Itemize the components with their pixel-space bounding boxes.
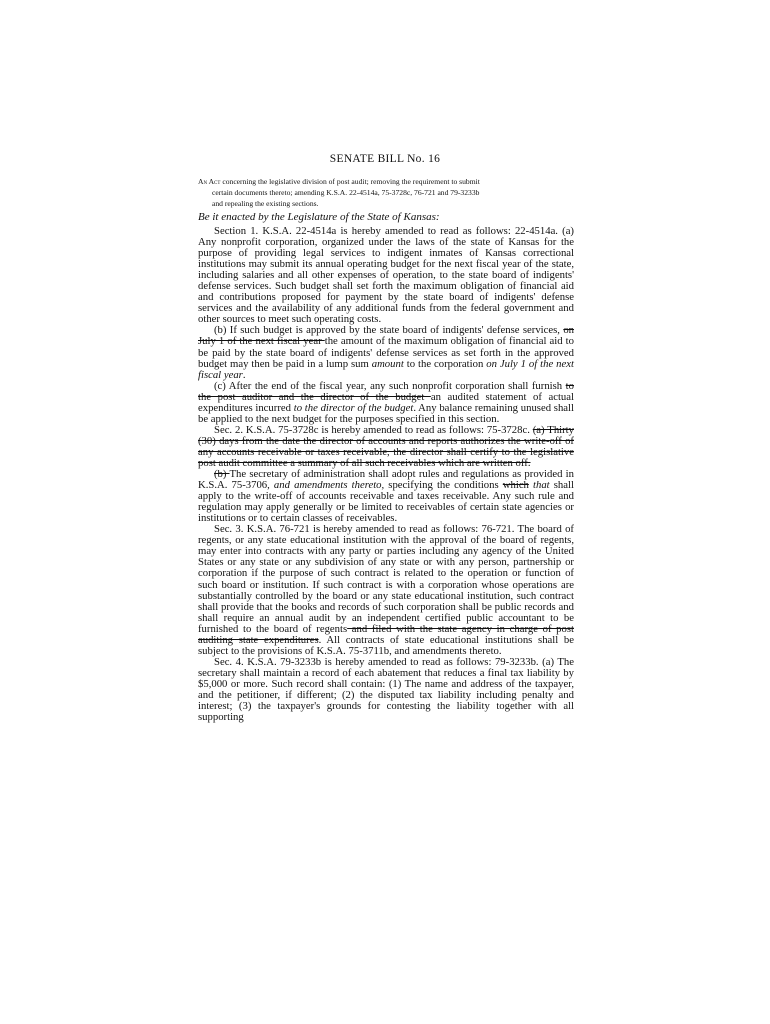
inserted-text: that [528,479,550,492]
sec1-b-start: (b) If such budget is approved by the state board of indigents' defense services, [214,324,564,337]
sec1-b-mid2: to the corporation [403,357,487,370]
struck-text: (a) Thirty (30) days from the date the director of accounts and reports authorizes the write-off of any accounts receivable or taxes receivable, the director shall certify to the legislative post audit committee a summary of all such receivables which are written off. [198,423,574,469]
act-title-line-1 [198,176,576,187]
section-4-paragraph: Sec. 4. K.S.A. 79-3233b is hereby amended to read as follows: 79-3233b. (a) The secretary shall maintain a record of each abatement that reduces a final tax liability by $5,000 or more. Such record shall contain: (1) The name and address of the taxpayer, and the petitioner, if different; (2) the disputed tax liability including penalty and interest; (3) the taxpayer's grounds for contesting the liability together with all supporting [198,655,574,724]
enacting-clause: Be it enacted by the Legislature of the State of Kansas: [198,211,440,223]
struck-text: and filed with the state agency in charge of post auditing state expenditures [198,622,574,646]
inserted-text: on July 1 of the next fiscal year [198,357,574,381]
struck-text: on July 1 of the next fiscal year [198,324,574,348]
sec3-text1: Sec. 3. K.S.A. 76-721 is hereby amended to read as follows: 76-721. The board of regents, or any state educational institution with the approval of the board of regents, may enter into contracts with any party or parties including any agency of the United States or any state or any subdivision of any state or with any person, partnership or corporation if the purpose of such contract is related to the operation or function of such board or institution. If such contract is with a corporation whose operations are substantially controlled by the board or any state educational institution, such contract shall provide that the books and records of such corporation shall be public records and shall require an annual audit by an independent certified public accountant to be furnished to the board of regents [198,523,574,635]
inserted-text: to the director of the budget [293,401,414,414]
sec2-b-text3: shall apply to the write-off of accounts receivable and taxes receivable. Any such rule and regulation may apply generally or be limited to receivables of certain state agencies or institutions or to certain classes of receivables. [198,479,574,525]
sec1-b-mid: the amount of the maximum obligation of financial aid to be paid by the state board of indigents' defense services as set forth in the approved budget may then be paid in a lump sum [198,335,574,370]
section-1-paragraph-a: Section 1. K.S.A. 22-4514a is hereby amended to read as follows: 22-4514a. (a) Any nonprofit corporation, organized under the laws of the state of Kansas for the purpose of providing legal services to indigent inmates of Kansas correctional institutions may submit its annual operating budget for the next fiscal year of the state, including salaries and all other expenses of operation, to the state board of indigents' defense services. Such budget shall set forth the maximum obligation of financial aid and contributions proposed for payment by the state board of indigents' defense services and the availability of any additional funds from the federal government and other sources to meet such operating costs. [198,225,574,326]
inserted-text: , and amendments thereto, [267,479,385,492]
section-1-paragraph-c [198,381,574,425]
sec1-c-end: . Any balance remaining unused shall be applied to the next budget for the purposes specified in this section. [198,401,574,425]
act-title-text-1: concerning the legislative division of post audit; removing the requirement to submit [220,177,480,186]
sec2-lead: Sec. 2. K.S.A. 75-3728c is hereby amended to read as follows: 75-3728c. [214,423,533,436]
sec2-b-text2: specifying the conditions [384,479,503,492]
section-2-paragraph-a [198,425,574,469]
bill-body [198,226,574,723]
section-1-paragraph-b [198,325,574,380]
inserted-text: amount [371,357,404,370]
act-title-line-3: and repealing the existing sections. [212,199,319,208]
struck-text: (b) [214,468,230,481]
section-2-paragraph-b [198,469,574,524]
bill-title: SENATE BILL No. 16 [329,153,441,165]
sec1-c-start: (c) After the end of the fiscal year, any such nonprofit corporation shall furnish [214,379,566,392]
act-title [198,176,576,209]
sec1-c-mid: an audited statement of actual expenditures incurred [198,390,574,414]
struck-text: to the post auditor and the director of the budget [198,379,574,403]
sec3-text2: . All contracts of state educational institutions shall be subject to the provisions of K.S.A. 75-3711b, and amendments thereto. [198,633,575,657]
act-lead: An Act [198,177,221,186]
sec2-b-text1: The secretary of administration shall adopt rules and regulations as provided in K.S.A. 75-3706 [198,468,574,492]
section-3-paragraph [198,524,574,657]
act-title-line-2: certain documents thereto; amending K.S.A. 22-4514a, 75-3728c, 76-721 and 79-3233b [212,188,480,197]
sec1-b-end: . [242,368,246,381]
struck-text: which [502,479,529,492]
